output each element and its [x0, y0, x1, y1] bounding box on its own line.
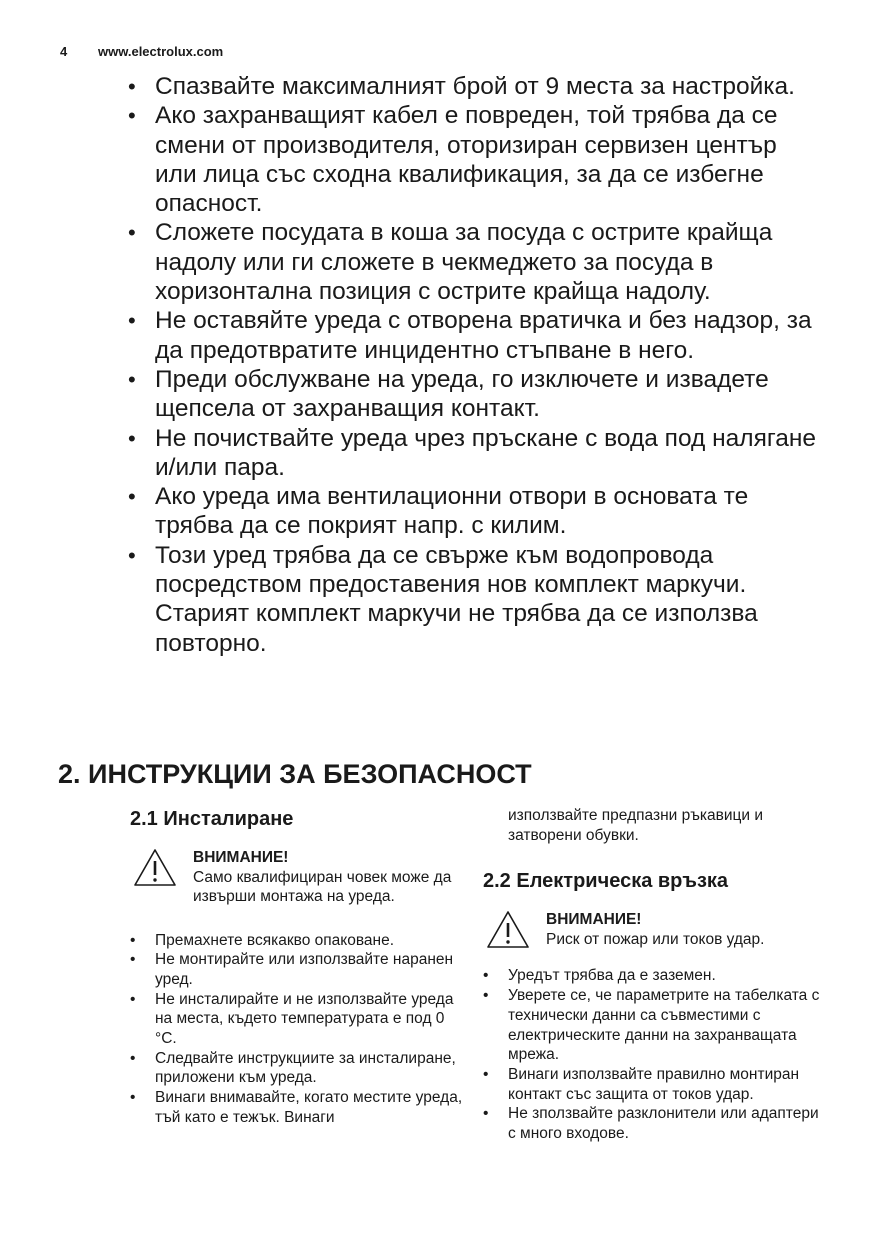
list-item-text: Спазвайте максималният брой от 9 места за настройка. — [155, 73, 795, 100]
list-item — [483, 1065, 823, 1104]
list-item-text: Уверете се, че параметрите на табелката с технически данни са съвместими с електрическите данни на захранващата мрежа. — [508, 987, 820, 1064]
intro-safety-list — [128, 72, 818, 658]
installation-list — [130, 931, 470, 1128]
page-header — [60, 44, 223, 59]
list-item — [128, 424, 818, 483]
list-item-text: Не оставяйте уреда с отворена вратичка и без надзор, за да предотвратите инцидентно стъпване в него. — [155, 307, 812, 364]
bullet: • — [130, 931, 136, 949]
subsection-heading-installation — [130, 806, 470, 832]
list-item — [130, 1088, 470, 1127]
bullet: • — [128, 425, 136, 451]
website-link[interactable]: www.electrolux.com — [98, 44, 224, 59]
list-item — [483, 1104, 823, 1143]
bullet: • — [483, 1065, 489, 1083]
list-item-text: Винаги използвайте правилно монтиран контакт със защита от токов удар. — [508, 1065, 800, 1103]
bullet: • — [128, 366, 136, 392]
warning-text: Риск от пожар или токов удар. — [546, 930, 765, 948]
bullet: • — [128, 542, 136, 568]
bullet: • — [130, 1089, 136, 1107]
list-item-text: Следвайте инструкциите за инсталиране, приложени към уреда. — [155, 1049, 456, 1087]
list-item — [128, 72, 818, 101]
list-item-text: Уредът трябва да е заземен. — [508, 967, 716, 985]
subsection-title: Електрическа връзка — [516, 870, 729, 893]
warning-box — [483, 910, 823, 949]
list-item — [128, 365, 818, 424]
list-item — [483, 986, 823, 1065]
bullet: • — [128, 74, 136, 99]
bullet: • — [128, 103, 136, 129]
page-number: 4 — [60, 44, 68, 59]
left-column — [130, 806, 470, 1128]
subsection-number: 2.2 — [483, 870, 511, 893]
warning-box — [130, 848, 470, 907]
list-item — [128, 101, 818, 218]
list-item-text: Не зползвайте разклонители или адаптери с много входове. — [508, 1105, 819, 1143]
section-heading — [58, 759, 532, 790]
bullet: • — [483, 967, 489, 985]
bullet: • — [130, 990, 136, 1008]
bullet: • — [130, 951, 136, 969]
list-item — [130, 931, 470, 951]
list-item-text: Ако захранващият кабел е повреден, той трябва да се смени от производителя, оторизиран сервизен център или лица със сходна квалификация, за да се избегне опасност. — [155, 102, 778, 218]
subsection-title: Инсталиране — [163, 808, 294, 830]
warning-text: Само квалифициран човек може да извърши монтажа на уреда. — [193, 868, 452, 905]
list-item-text: Сложете посудата в коша за посуда с острите крайща надолу или ги сложете в чекмеджето за посуда в хоризонтална позиция с острите крайща надолу. — [155, 219, 773, 306]
subsection-number: 2.1 — [130, 808, 158, 830]
subsection-heading-electrical — [483, 868, 823, 894]
list-item-text: Ако уреда има вентилационни отвори в основата те трябва да се покрият напр. с килим. — [155, 483, 749, 540]
bullet: • — [128, 484, 136, 510]
list-item-text: Винаги внимавайте, когато местите уреда, тъй като е тежък. Винаги — [155, 1089, 463, 1126]
list-item-text: Преди обслужване на уреда, го изключете и извадете щепсела от захранващия контакт. — [155, 365, 769, 423]
list-item — [130, 990, 470, 1049]
list-item-text: Не монтирайте или използвайте наранен уред. — [155, 951, 454, 988]
list-item — [130, 950, 470, 989]
list-item-continuation: използвайте предпазни ръкавици и затворени обувки. — [508, 807, 764, 844]
section-number: 2. — [58, 759, 81, 789]
warning-triangle-icon — [486, 910, 530, 950]
bullet: • — [130, 1049, 136, 1067]
list-item-text: Не почиствайте уреда чрез пръскане с вода под налягане и/или пара. — [155, 424, 817, 481]
warning-title: ВНИМАНИЕ! — [193, 849, 289, 866]
list-item-text: Не инсталирайте и не използвайте уреда на места, където температурата е под 0 °C. — [155, 990, 454, 1048]
warning-title: ВНИМАНИЕ! — [546, 911, 642, 929]
section-title: ИНСТРУКЦИИ ЗА БЕЗОПАСНОСТ — [88, 759, 532, 789]
list-item — [483, 966, 823, 986]
list-item — [128, 306, 818, 365]
electrical-list — [483, 966, 823, 1143]
bullet: • — [483, 987, 489, 1005]
right-column — [483, 806, 823, 1144]
bullet: • — [128, 308, 136, 334]
list-item — [128, 541, 818, 658]
list-item — [128, 218, 818, 306]
bullet: • — [483, 1105, 489, 1123]
bullet: • — [128, 220, 136, 246]
warning-triangle-icon — [133, 848, 177, 888]
list-item-text: Премахнете всякакво опаковане. — [155, 931, 395, 949]
list-item — [130, 1049, 470, 1088]
list-item — [128, 482, 818, 541]
list-item-text: Този уред трябва да се свърже към водопровода посредством предоставения нов комплект маркучи. Старият комплект маркучи не трябва да се използва повторно. — [155, 541, 758, 657]
